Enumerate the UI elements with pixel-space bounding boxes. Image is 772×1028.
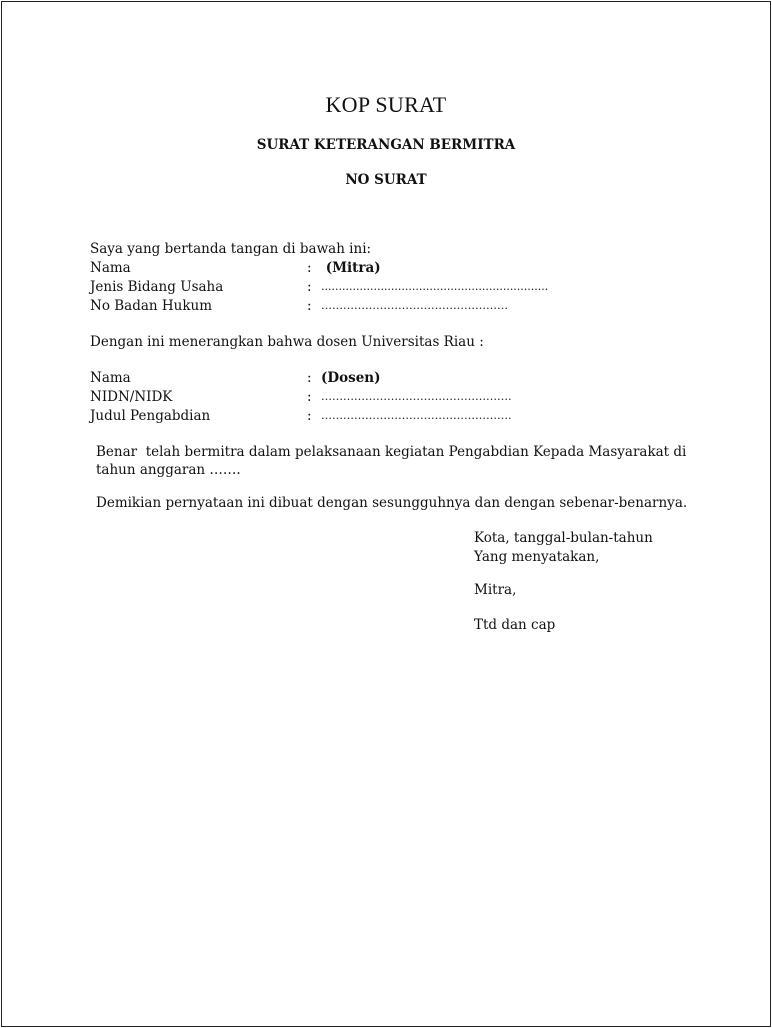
signature-role: Mitra, [474, 582, 517, 598]
field-value: ……………………………………………. [321, 390, 512, 403]
field-label: Judul Pengabdian [90, 408, 211, 424]
signature-stamp: Ttd dan cap [474, 617, 556, 633]
field-value: (Dosen) [321, 370, 381, 386]
field-separator: : [307, 389, 312, 405]
letter-subject: SURAT KETERANGAN BERMITRA [256, 137, 516, 153]
letter-page [1, 1, 771, 1027]
signature-declarant: Yang menyatakan, [474, 549, 600, 565]
field-label: Nama [90, 370, 131, 386]
field-label: No Badan Hukum [90, 298, 213, 314]
field-value: …………………………………………… [321, 299, 508, 312]
signature-place-date: Kota, tanggal-bulan-tahun [474, 530, 653, 546]
body-line-2: tahun anggaran ……. [96, 462, 241, 478]
intro-text: Saya yang bertanda tangan di bawah ini: [90, 241, 372, 257]
field-separator: : [307, 298, 312, 314]
closing-text: Demikian pernyataan ini dibuat dengan sesungguhnya dan dengan sebenar-benarnya. [96, 495, 688, 511]
field-label: NIDN/NIDK [90, 389, 173, 405]
field-value: ................................................................. [321, 280, 549, 293]
field-label: Jenis Bidang Usaha [90, 279, 224, 295]
statement-text: Dengan ini menerangkan bahwa dosen Universitas Riau : [90, 334, 484, 350]
field-label: Nama [90, 260, 131, 276]
body-line-1: Benar telah bermitra dalam pelaksanaan kegiatan Pengabdian Kepada Masyarakat di [96, 444, 687, 460]
field-separator: : [307, 408, 312, 424]
field-separator: : [307, 370, 312, 386]
field-separator: : [307, 260, 312, 276]
letterhead-title: KOP SURAT [325, 92, 447, 117]
field-value: (Mitra) [321, 260, 381, 276]
field-separator: : [307, 279, 312, 295]
letter-number: NO SURAT [345, 172, 427, 188]
field-value: ……………………………………………. [321, 409, 512, 422]
